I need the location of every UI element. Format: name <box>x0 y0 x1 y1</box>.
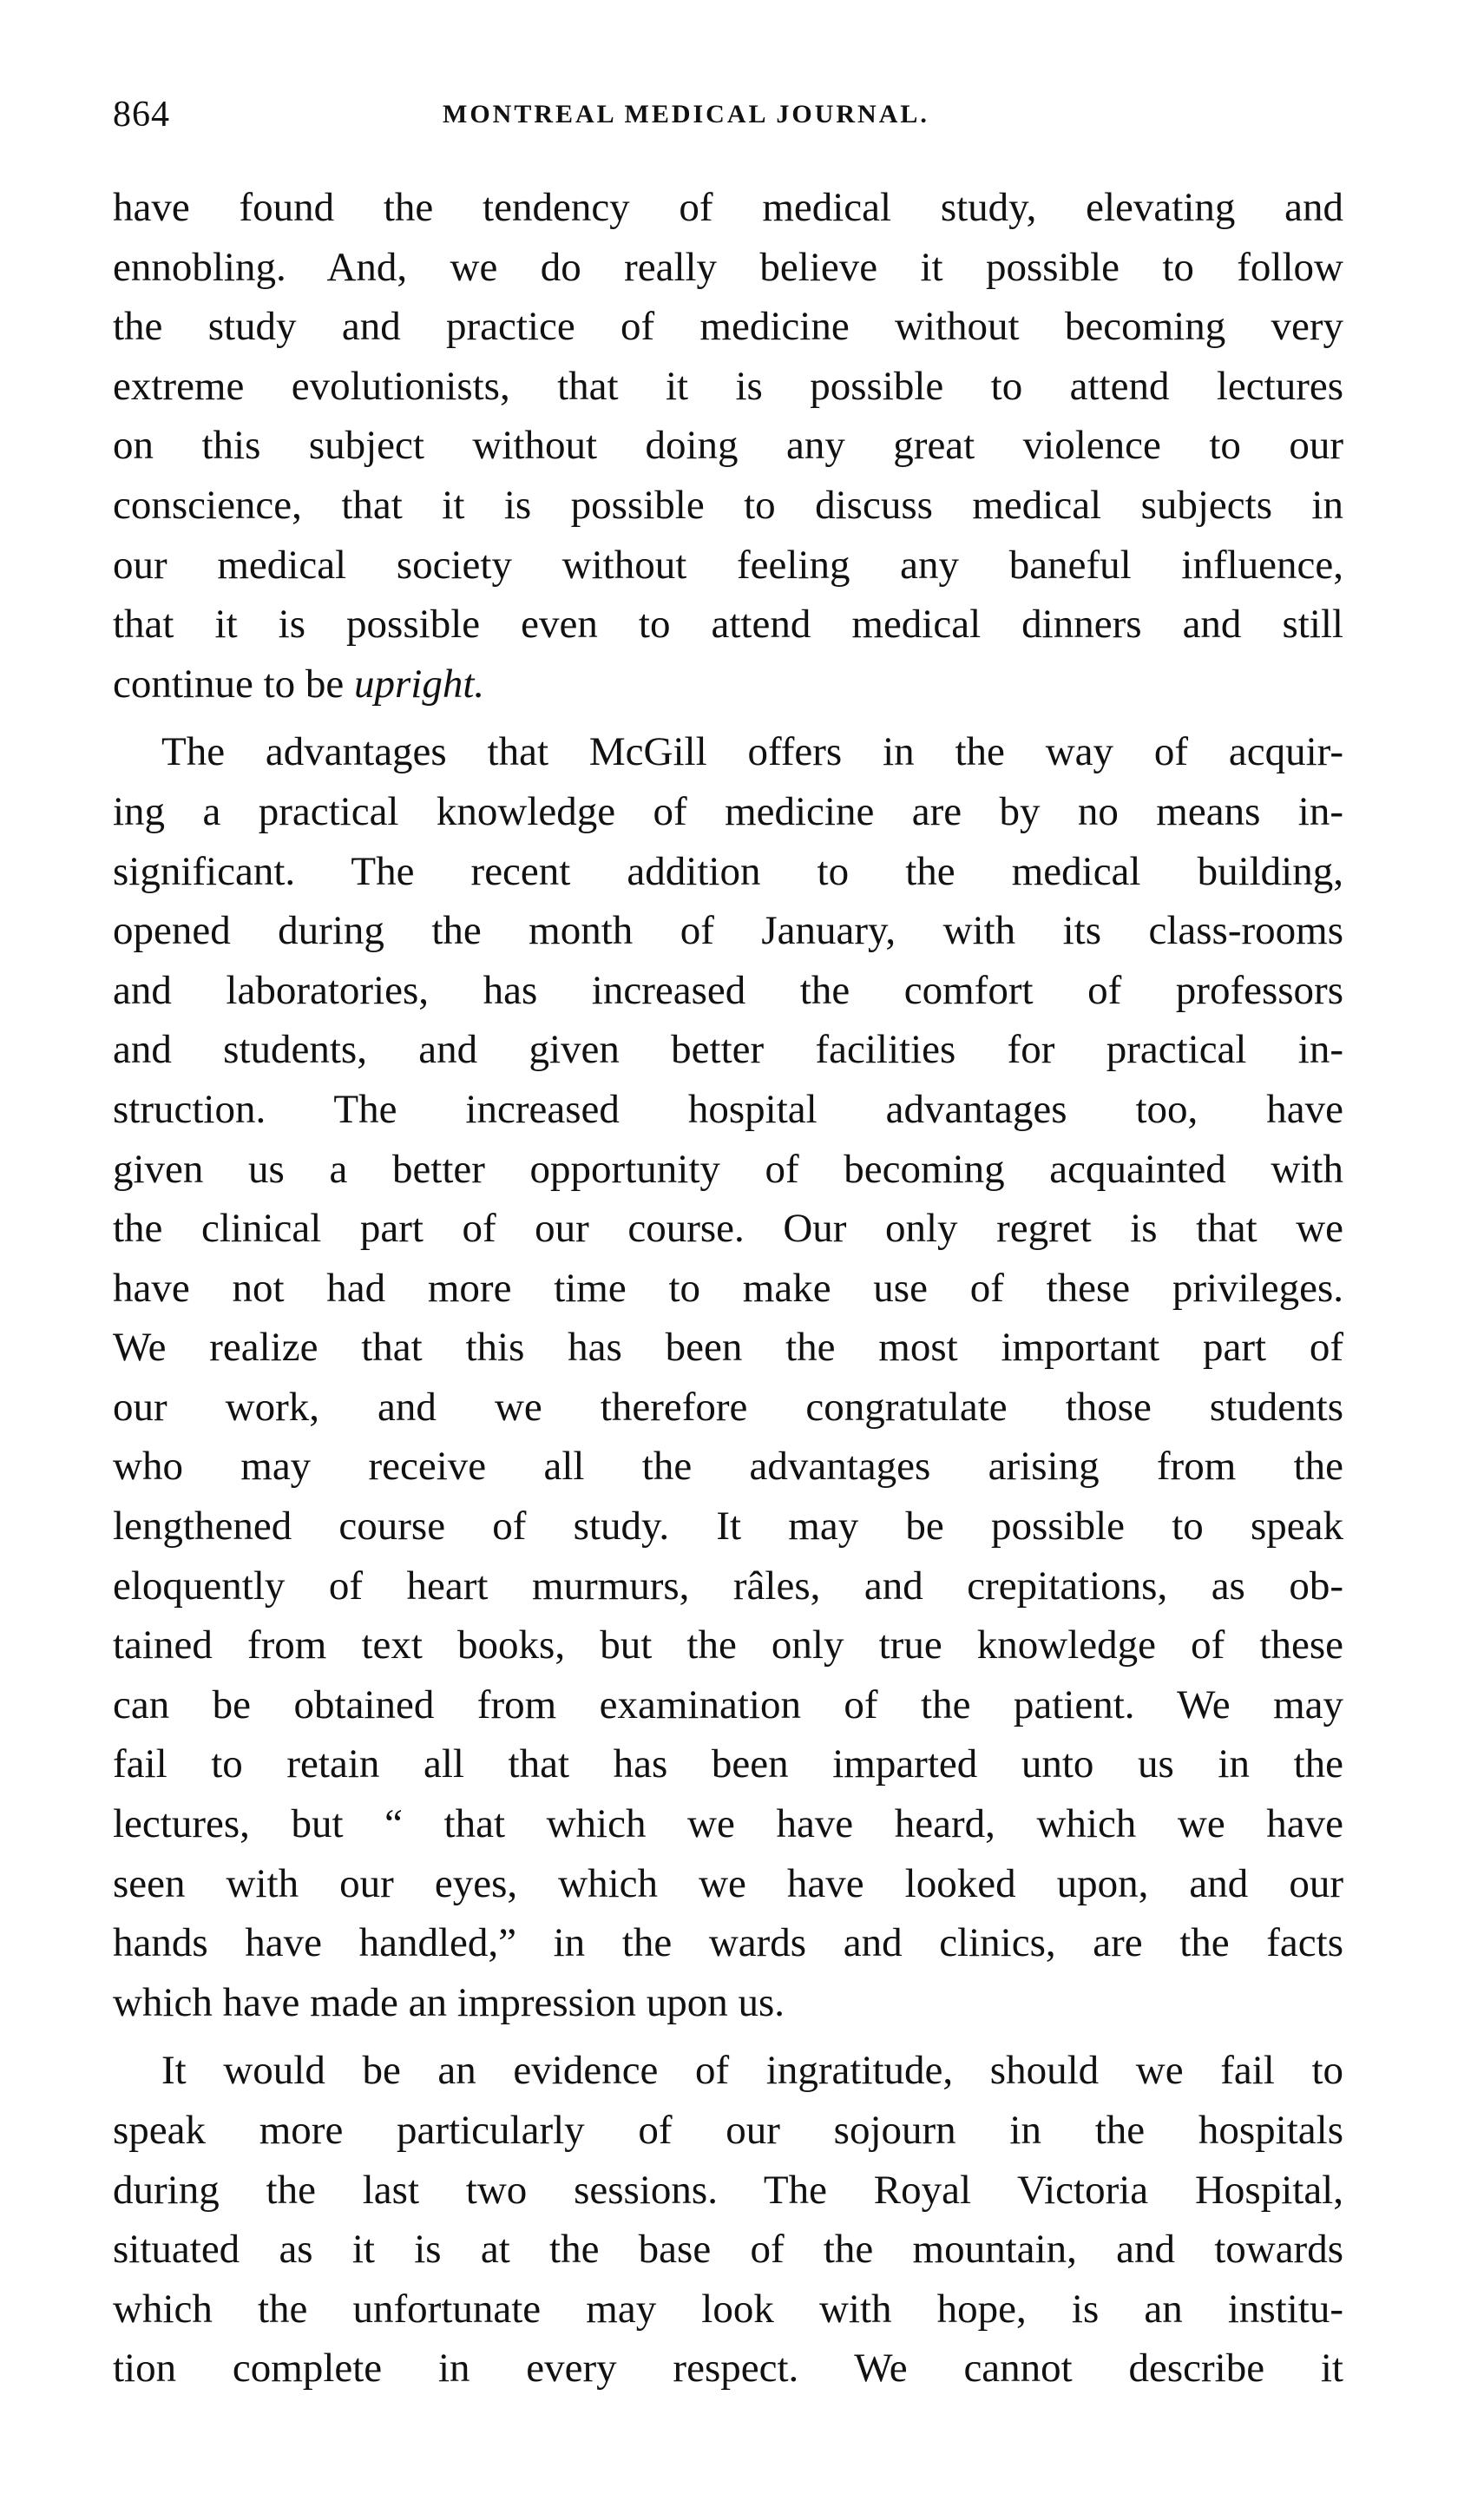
text-line: that it is possible even to attend medical dinners and still <box>113 602 1343 648</box>
text-fragment: continue to be <box>113 661 355 707</box>
running-head: MONTREAL MEDICAL JOURNAL. <box>443 100 929 128</box>
text-line: eloquently of heart murmurs, râles, and crepitations, as ob- <box>113 1563 1343 1609</box>
paragraph-3 <box>113 2041 1343 2399</box>
text-line: fail to retain all that has been imparted unto us in the <box>113 1741 1343 1787</box>
body-text <box>113 178 1343 2399</box>
text-line: have found the tendency of medical study, elevating and <box>113 185 1343 230</box>
text-line: the study and practice of medicine without becoming very <box>113 304 1343 350</box>
text-line: seen with our eyes, which we have looked upon, and our <box>113 1860 1343 1906</box>
text-line: tained from text books, but the only true knowledge of these <box>113 1622 1343 1668</box>
page-number: 864 <box>113 95 170 135</box>
text-line: situated as it is at the base of the mountain, and towards <box>113 2227 1343 2273</box>
text-line <box>113 655 1343 714</box>
text-line: speak more particularly of our sojourn in the hospitals <box>113 2108 1343 2153</box>
text-line: on this subject without doing any great violence to our <box>113 423 1343 469</box>
text-line: ing a practical knowledge of medicine are by no means in- <box>113 788 1343 834</box>
text-line: The advantages that McGill offers in the way of acquir- <box>161 729 1343 775</box>
page-header <box>113 89 1345 141</box>
text-line: have not had more time to make use of these privileges. <box>113 1265 1343 1311</box>
text-line: given us a better opportunity of becoming acquainted with <box>113 1146 1343 1192</box>
text-line: our medical society without feeling any baneful influence, <box>113 542 1343 588</box>
text-line: which the unfortunate may look with hope, is an institu- <box>113 2286 1343 2332</box>
text-line: opened during the month of January, with its class-rooms <box>113 908 1343 954</box>
text-line: and laboratories, has increased the comfort of professors <box>113 967 1343 1013</box>
text-line: during the last two sessions. The Royal Victoria Hospital, <box>113 2167 1343 2213</box>
text-line: who may receive all the advantages arising from the <box>113 1444 1343 1490</box>
text-line: hands have handled,” in the wards and clinics, are the facts <box>113 1920 1343 1966</box>
text-line: can be obtained from examination of the patient. We may <box>113 1681 1343 1727</box>
paragraph-1 <box>113 178 1343 714</box>
text-line: significant. The recent addition to the medical building, <box>113 848 1343 894</box>
text-line: which have made an impression upon us. <box>113 1979 785 2025</box>
text-line: We realize that this has been the most important part of <box>113 1325 1343 1371</box>
italic-word: upright. <box>354 661 485 707</box>
text-line: lengthened course of study. It may be possible to speak <box>113 1504 1343 1550</box>
text-line: the clinical part of our course. Our only regret is that we <box>113 1206 1343 1252</box>
text-line: our work, and we therefore congratulate those students <box>113 1384 1343 1430</box>
text-line: lectures, but “ that which we have heard, which we have <box>113 1801 1343 1847</box>
text-line: tion complete in every respect. We cannot describe it <box>113 2346 1343 2392</box>
text-line: extreme evolutionists, that it is possible to attend lectures <box>113 363 1343 409</box>
text-line: and students, and given better facilities for practical in- <box>113 1027 1343 1073</box>
text-line: ennobling. And, we do really believe it possible to follow <box>113 244 1343 290</box>
paragraph-2 <box>113 722 1343 2032</box>
text-line: conscience, that it is possible to discuss medical subjects in <box>113 482 1343 528</box>
text-line: struction. The increased hospital advantages too, have <box>113 1086 1343 1132</box>
text-line: It would be an evidence of ingratitude, should we fail to <box>161 2048 1343 2094</box>
